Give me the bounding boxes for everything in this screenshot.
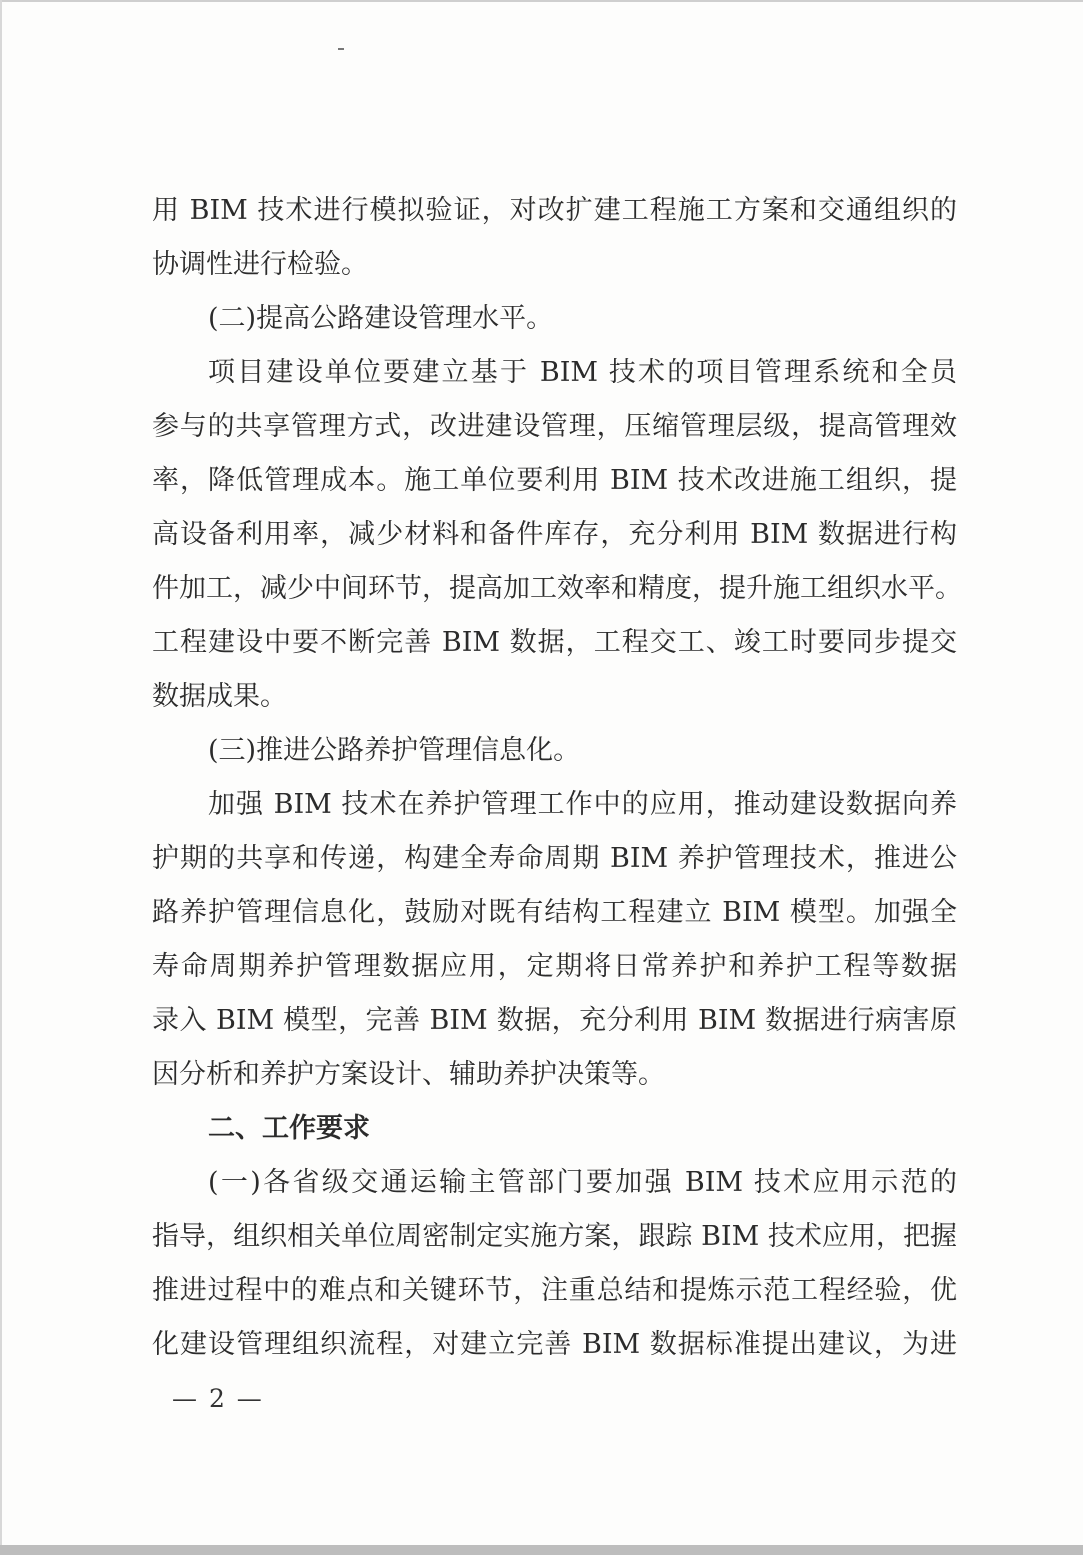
paragraph-line: 用 BIM 技术进行模拟验证，对改扩建工程施工方案和交通组织的	[152, 195, 957, 226]
paragraph-line: 率，降低管理成本。施工单位要利用 BIM 技术改进施工组织，提	[152, 465, 957, 496]
document-body	[152, 184, 962, 1372]
paragraph-line: 推进过程中的难点和关键环节，注重总结和提炼示范工程经验，优	[152, 1275, 957, 1306]
chapter-heading: 二、工作要求	[208, 1113, 370, 1144]
paragraph-line: 化建设管理组织流程，对建立完善 BIM 数据标准提出建议，为进	[152, 1329, 957, 1360]
paragraph-line: 参与的共享管理方式，改进建设管理，压缩管理层级，提高管理效	[152, 411, 957, 442]
page-number: — 2 —	[172, 1384, 264, 1413]
paragraph-line: 项目建设单位要建立基于 BIM 技术的项目管理系统和全员	[208, 357, 957, 388]
paragraph-line: 加强 BIM 技术在养护管理工作中的应用，推动建设数据向养	[208, 789, 957, 820]
section-heading: (二)提高公路建设管理水平。	[208, 303, 554, 334]
paragraph-line: 录入 BIM 模型，完善 BIM 数据，充分利用 BIM 数据进行病害原	[152, 1005, 957, 1036]
paragraph-line: 协调性进行检验。	[152, 249, 368, 280]
paragraph-line: 因分析和养护方案设计、辅助养护决策等。	[152, 1059, 665, 1090]
scan-edge-bottom	[0, 1545, 1083, 1555]
scan-speck	[338, 48, 344, 50]
section-heading: (三)推进公路养护管理信息化。	[208, 735, 581, 766]
paragraph-line: 数据成果。	[152, 681, 287, 712]
paragraph-line: 指导，组织相关单位周密制定实施方案，跟踪 BIM 技术应用，把握	[152, 1221, 957, 1252]
paragraph-line: 工程建设中要不断完善 BIM 数据，工程交工、竣工时要同步提交	[152, 627, 957, 658]
paragraph-line: 件加工，减少中间环节，提高加工效率和精度，提升施工组织水平。	[152, 573, 962, 604]
paragraph-line: (一)各省级交通运输主管部门要加强 BIM 技术应用示范的	[208, 1167, 957, 1198]
scan-edge-left	[0, 0, 2, 1555]
paragraph-line: 路养护管理信息化，鼓励对既有结构工程建立 BIM 模型。加强全	[152, 897, 957, 928]
paragraph-line: 寿命周期养护管理数据应用，定期将日常养护和养护工程等数据	[152, 951, 957, 982]
scan-edge-top	[0, 0, 1083, 2]
paragraph-line: 护期的共享和传递，构建全寿命周期 BIM 养护管理技术，推进公	[152, 843, 957, 874]
paragraph-line: 高设备利用率，减少材料和备件库存，充分利用 BIM 数据进行构	[152, 519, 957, 550]
